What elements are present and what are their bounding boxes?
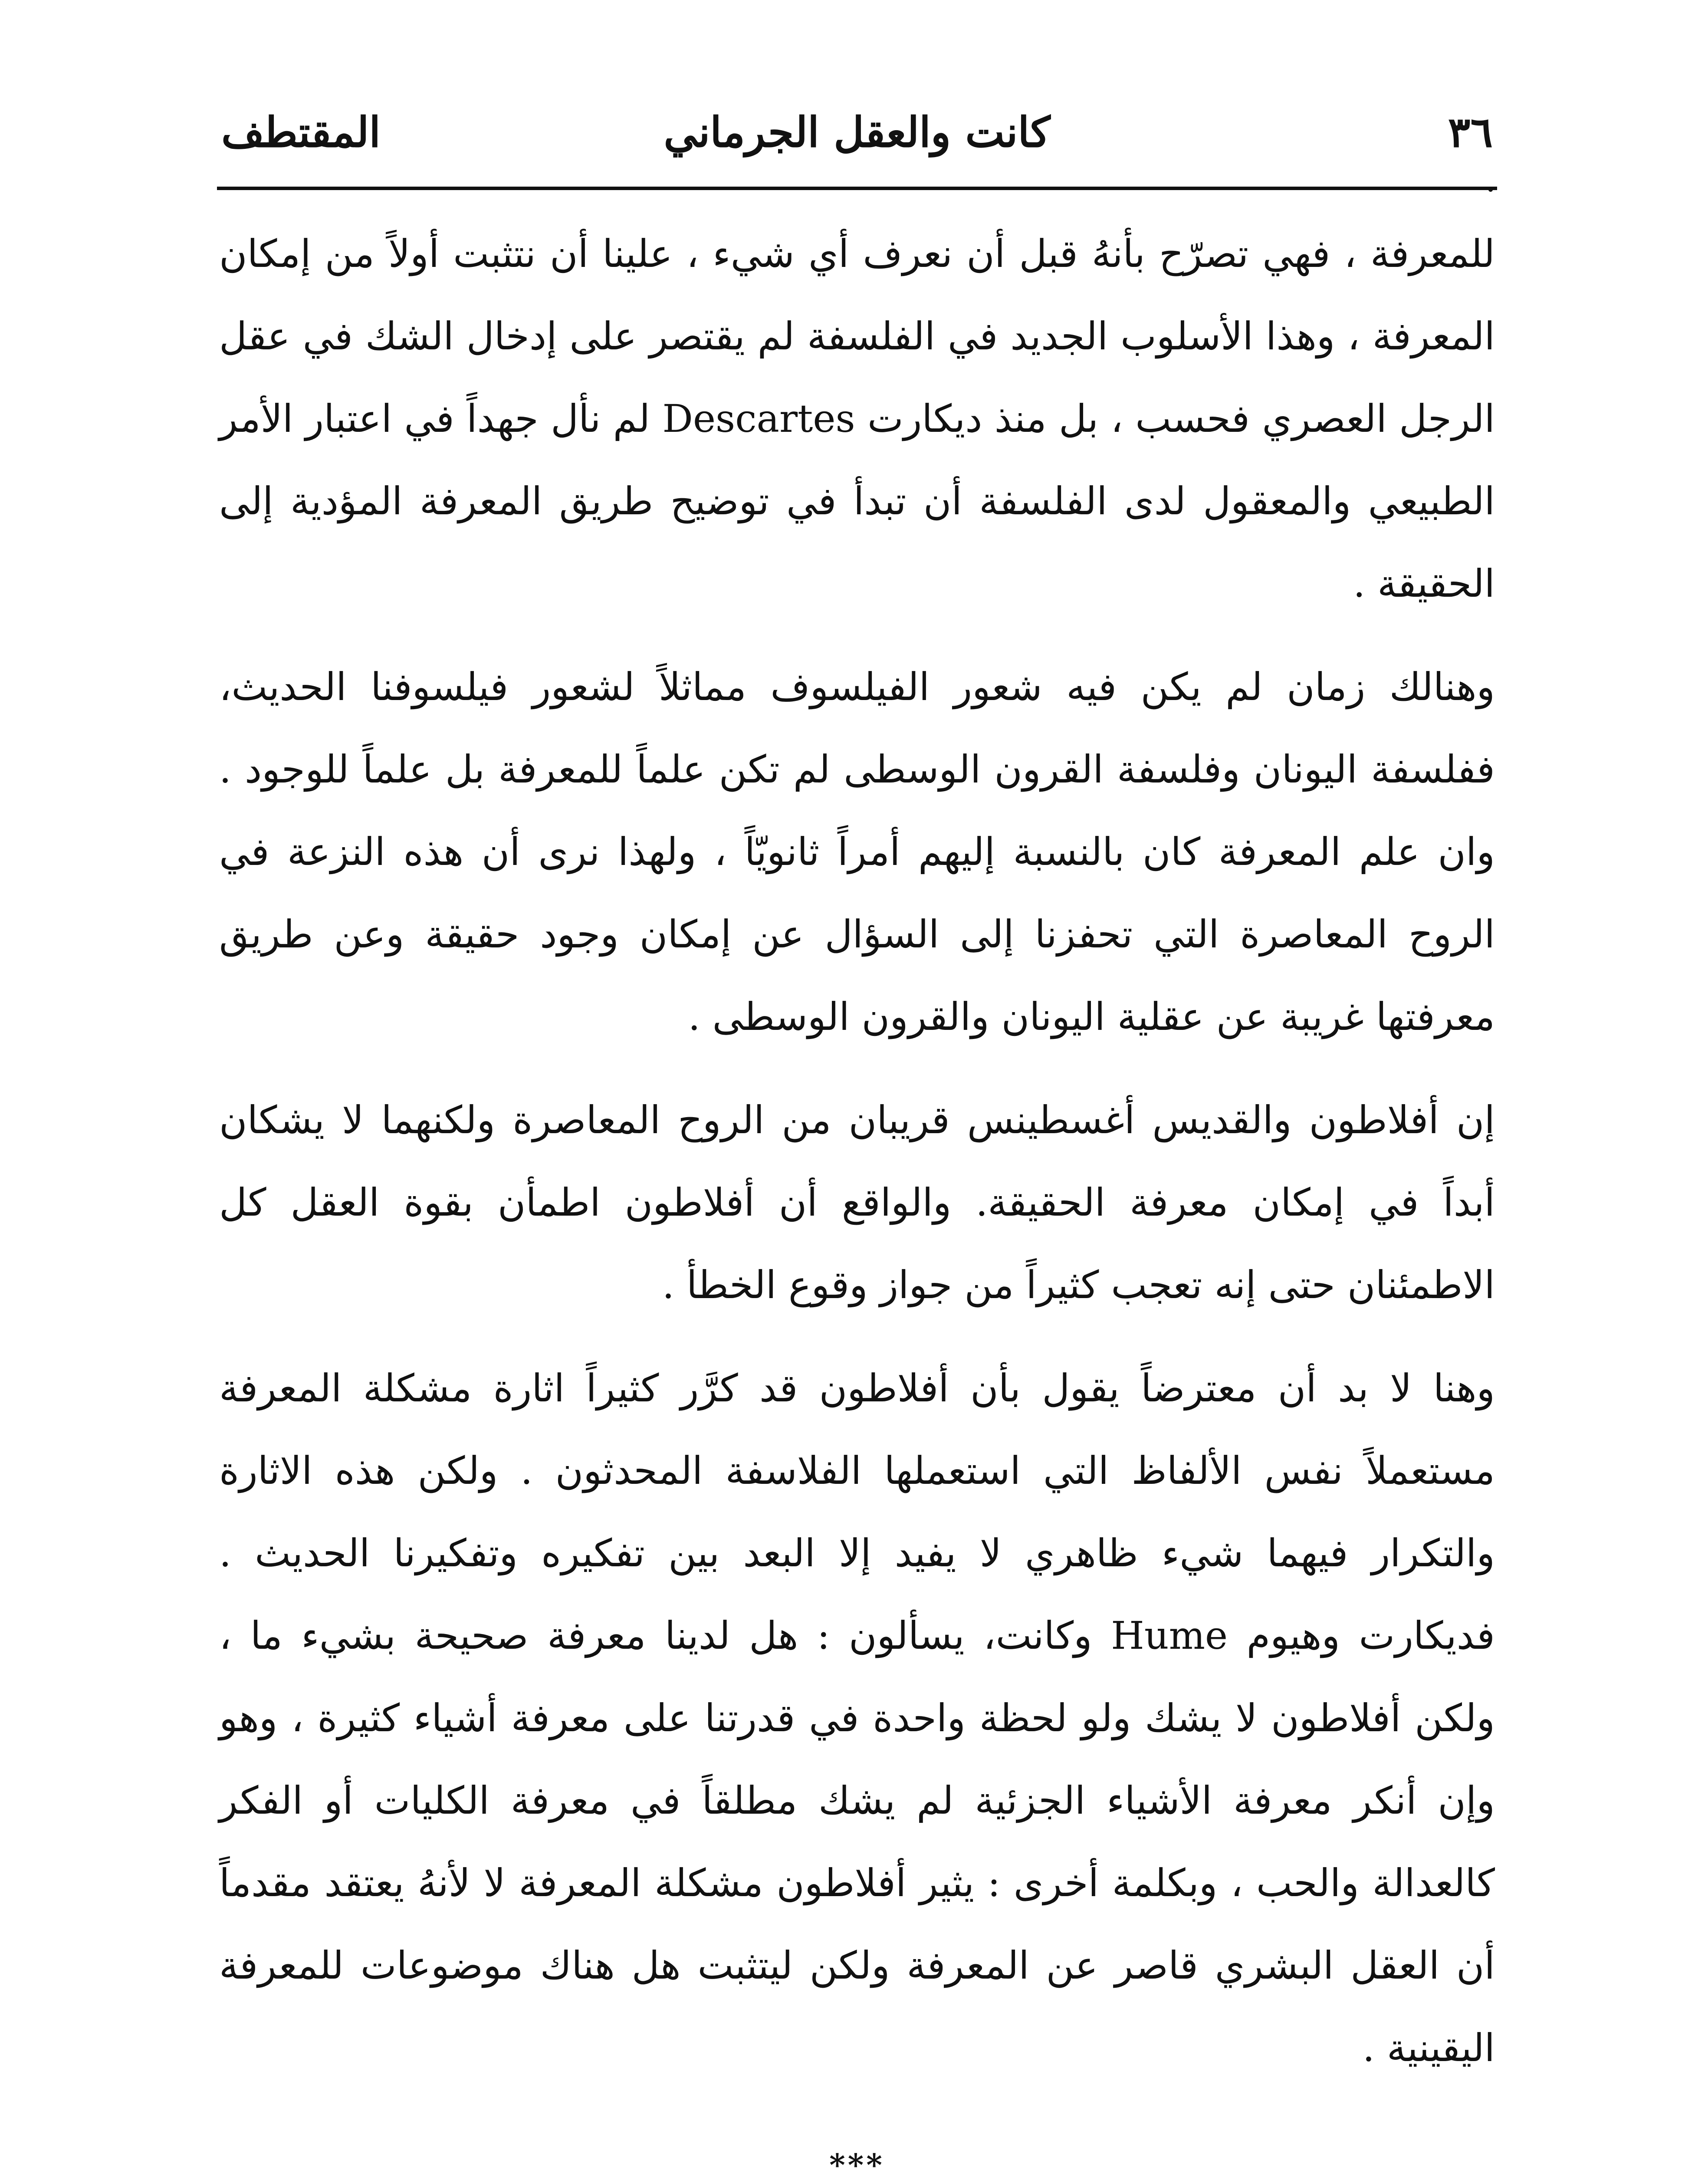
running-title: كانت والعقل الجرماني [663,108,1051,157]
article-body [219,213,1495,2170]
paragraph: وهنا لا بد أن معترضاً يقول بأن أفلاطون قد كرَّر كثيراً اثارة مشكلة المعرفة مستعملاً نفس الألفاظ التي استعملها الفلاسفة المحدثون . ولكن هذه الاثارة والتكرار فيهما شيء ظاهري لا يفيد إلا البعد بين تفكيره وتفكيرنا الحديث . فديكارت وهيوم Hume وكانت، يسألون : هل لدينا معرفة صحيحة بشيء ما ، ولكن أفلاطون لا يشك ولو لحظة واحدة في قدرتنا على معرفة أشياء كثيرة ، وهو وإن أنكر معرفة الأشياء الجزئية لم يشك مطلقاً في معرفة الكليات أو الفكر كالعدالة والحب ، وبكلمة أخرى : يثير أفلاطون مشكلة المعرفة لا لأنهُ يعتقد مقدماً أن العقل البشري قاصر عن المعرفة ولكن ليتثبت هل هناك موضوعات للمعرفة اليقينية . [219,1366,1495,2070]
paragraph: إن أفلاطون والقديس أغسطينس قريبان من الروح المعاصرة ولكنهما لا يشكان أبداً في إمكان معرفة الحقيقة. والواقع أن أفلاطون اطمأن بقوة العقل كل الاطمئنان حتى إنه تعجب كثيراً من جواز وقوع الخطأ . [219,1098,1495,1307]
header-rule [217,187,1497,190]
journal-name: المقتطف [221,108,381,157]
header-dot [1488,187,1493,192]
page-header [221,100,1493,178]
page-number: ٣٦ [1448,108,1493,157]
paragraph: وهنالك زمان لم يكن فيه شعور الفيلسوف مماثلاً لشعور فيلسوفنا الحديث، ففلسفة اليونان وفلسفة القرون الوسطى لم تكن علماً للمعرفة بل علماً للوجود . وان علم المعرفة كان بالنسبة إليهم أمراً ثانويّاً ، ولهذا نرى أن هذه النزعة في الروح المعاصرة التي تحفزنا إلى السؤال عن إمكان وجود حقيقة وعن طريق معرفتها غريبة عن عقلية اليونان والقرون الوسطى . [219,664,1495,1039]
section-separator: *** [829,2147,885,2170]
paragraph: للمعرفة ، فهي تصرّح بأنهُ قبل أن نعرف أي شيء ، علينا أن نتثبت أولاً من إمكان المعرفة ، وهذا الأسلوب الجديد في الفلسفة لم يقتصر على إدخال الشك في عقل الرجل العصري فحسب ، بل منذ ديكارت Descartes لم نأل جهداً في اعتبار الأمر الطبيعي والمعقول لدى الفلسفة أن تبدأ في توضيح طريق المعرفة المؤدية إلى الحقيقة . [219,231,1495,606]
